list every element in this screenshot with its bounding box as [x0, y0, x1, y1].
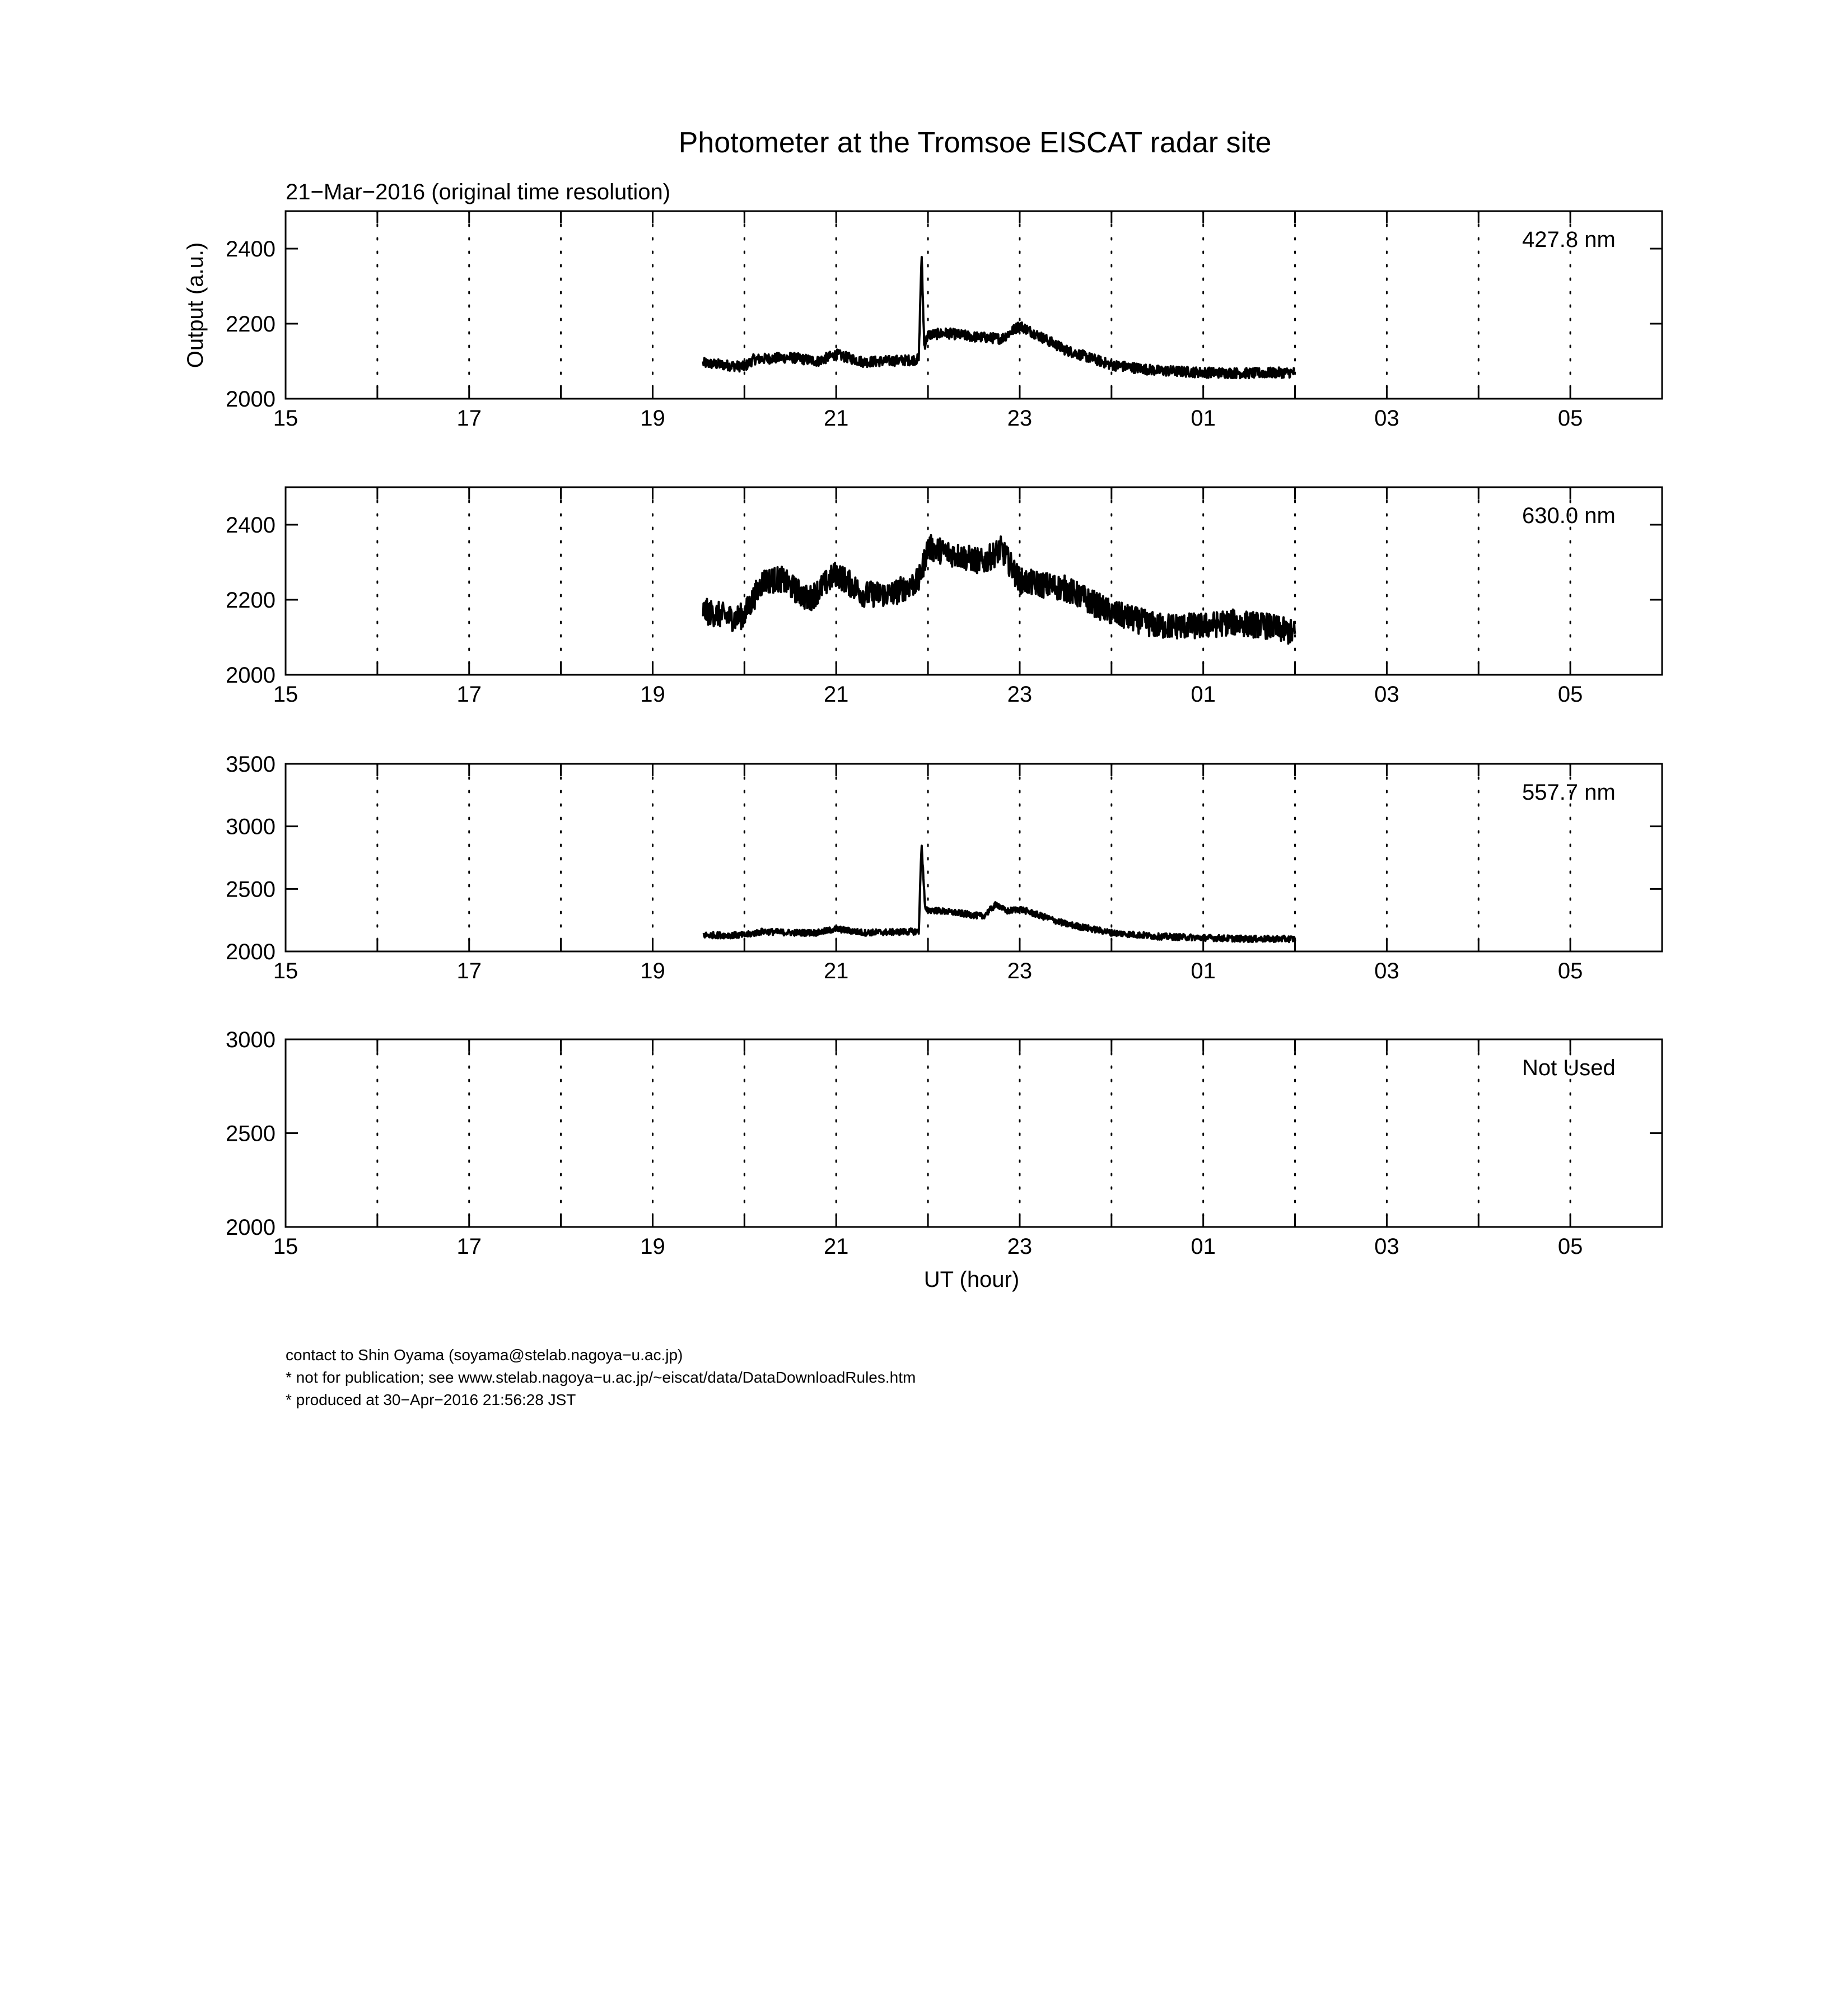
x-tick-label: 03 — [1374, 682, 1399, 707]
series-line-1 — [703, 846, 1295, 942]
axes-frame — [286, 764, 1662, 951]
x-tick-label: 19 — [640, 959, 665, 983]
x-tick-label: 17 — [456, 406, 482, 431]
x-tick-label: 19 — [640, 1234, 665, 1259]
x-tick-label: 19 — [640, 682, 665, 707]
y-tick-label: 2000 — [226, 387, 276, 412]
x-tick-label: 15 — [273, 682, 298, 707]
panel-4 — [226, 1028, 1662, 1259]
x-tick-label: 15 — [273, 406, 298, 431]
y-tick-label: 2000 — [226, 940, 276, 964]
x-tick-label: 17 — [456, 682, 482, 707]
x-axis-label: UT (hour) — [923, 1267, 1020, 1292]
series-line-1 — [703, 535, 1295, 644]
x-tick-label: 23 — [1007, 406, 1033, 431]
footer-rules-line: * not for publication; see www.stelab.nagoya−u.ac.jp/~eiscat/data/DataDownloadRules.htm — [286, 1369, 916, 1386]
x-tick-label: 21 — [823, 682, 849, 707]
panels-group — [226, 211, 1662, 1259]
x-tick-label: 03 — [1374, 1234, 1399, 1259]
x-tick-label: 05 — [1557, 682, 1583, 707]
x-tick-label: 21 — [823, 959, 849, 983]
y-tick-label: 3500 — [226, 752, 276, 777]
x-tick-label: 05 — [1557, 1234, 1583, 1259]
figure-title: Photometer at the Tromsoe EISCAT radar site — [678, 127, 1272, 159]
x-tick-label: 01 — [1191, 682, 1216, 707]
x-tick-label: 05 — [1557, 959, 1583, 983]
y-tick-label: 2500 — [226, 1121, 276, 1146]
figure-subtitle: 21−Mar−2016 (original time resolution) — [286, 180, 671, 204]
y-tick-label: 2400 — [226, 513, 276, 538]
y-tick-label: 2200 — [226, 312, 276, 337]
x-tick-label: 23 — [1007, 682, 1033, 707]
x-tick-label: 03 — [1374, 959, 1399, 983]
y-tick-label: 2400 — [226, 237, 276, 262]
x-tick-label: 21 — [823, 1234, 849, 1259]
axes-frame — [286, 487, 1662, 675]
panel-1 — [226, 211, 1662, 431]
x-tick-label: 05 — [1557, 406, 1583, 431]
footer-produced-line: * produced at 30−Apr−2016 21:56:28 JST — [286, 1391, 576, 1408]
y-tick-label: 3000 — [226, 1028, 276, 1052]
channel-label: 630.0 nm — [1522, 503, 1616, 528]
x-tick-label: 17 — [456, 1234, 482, 1259]
axes-frame — [286, 211, 1662, 399]
channel-label: Not Used — [1522, 1056, 1616, 1080]
axes-frame — [286, 1039, 1662, 1227]
y-tick-label: 2500 — [226, 877, 276, 902]
channel-label: 557.7 nm — [1522, 780, 1616, 805]
series-line-1 — [703, 257, 1295, 378]
x-tick-label: 21 — [823, 406, 849, 431]
x-tick-label: 15 — [273, 1234, 298, 1259]
y-tick-label: 3000 — [226, 814, 276, 839]
x-tick-label: 01 — [1191, 1234, 1216, 1259]
x-tick-label: 01 — [1191, 406, 1216, 431]
channel-label: 427.8 nm — [1522, 227, 1616, 252]
x-tick-label: 17 — [456, 959, 482, 983]
x-tick-label: 23 — [1007, 959, 1033, 983]
y-tick-label: 2200 — [226, 588, 276, 613]
x-tick-label: 03 — [1374, 406, 1399, 431]
panel-2 — [226, 487, 1662, 707]
y-tick-label: 2000 — [226, 663, 276, 688]
panel-3 — [226, 752, 1662, 983]
x-tick-label: 23 — [1007, 1234, 1033, 1259]
x-tick-label: 01 — [1191, 959, 1216, 983]
y-axis-label: Output (a.u.) — [183, 242, 208, 368]
x-tick-label: 19 — [640, 406, 665, 431]
y-tick-label: 2000 — [226, 1215, 276, 1240]
x-tick-label: 15 — [273, 959, 298, 983]
footer-contact-line: contact to Shin Oyama (soyama@stelab.nagoya−u.ac.jp) — [286, 1346, 683, 1364]
